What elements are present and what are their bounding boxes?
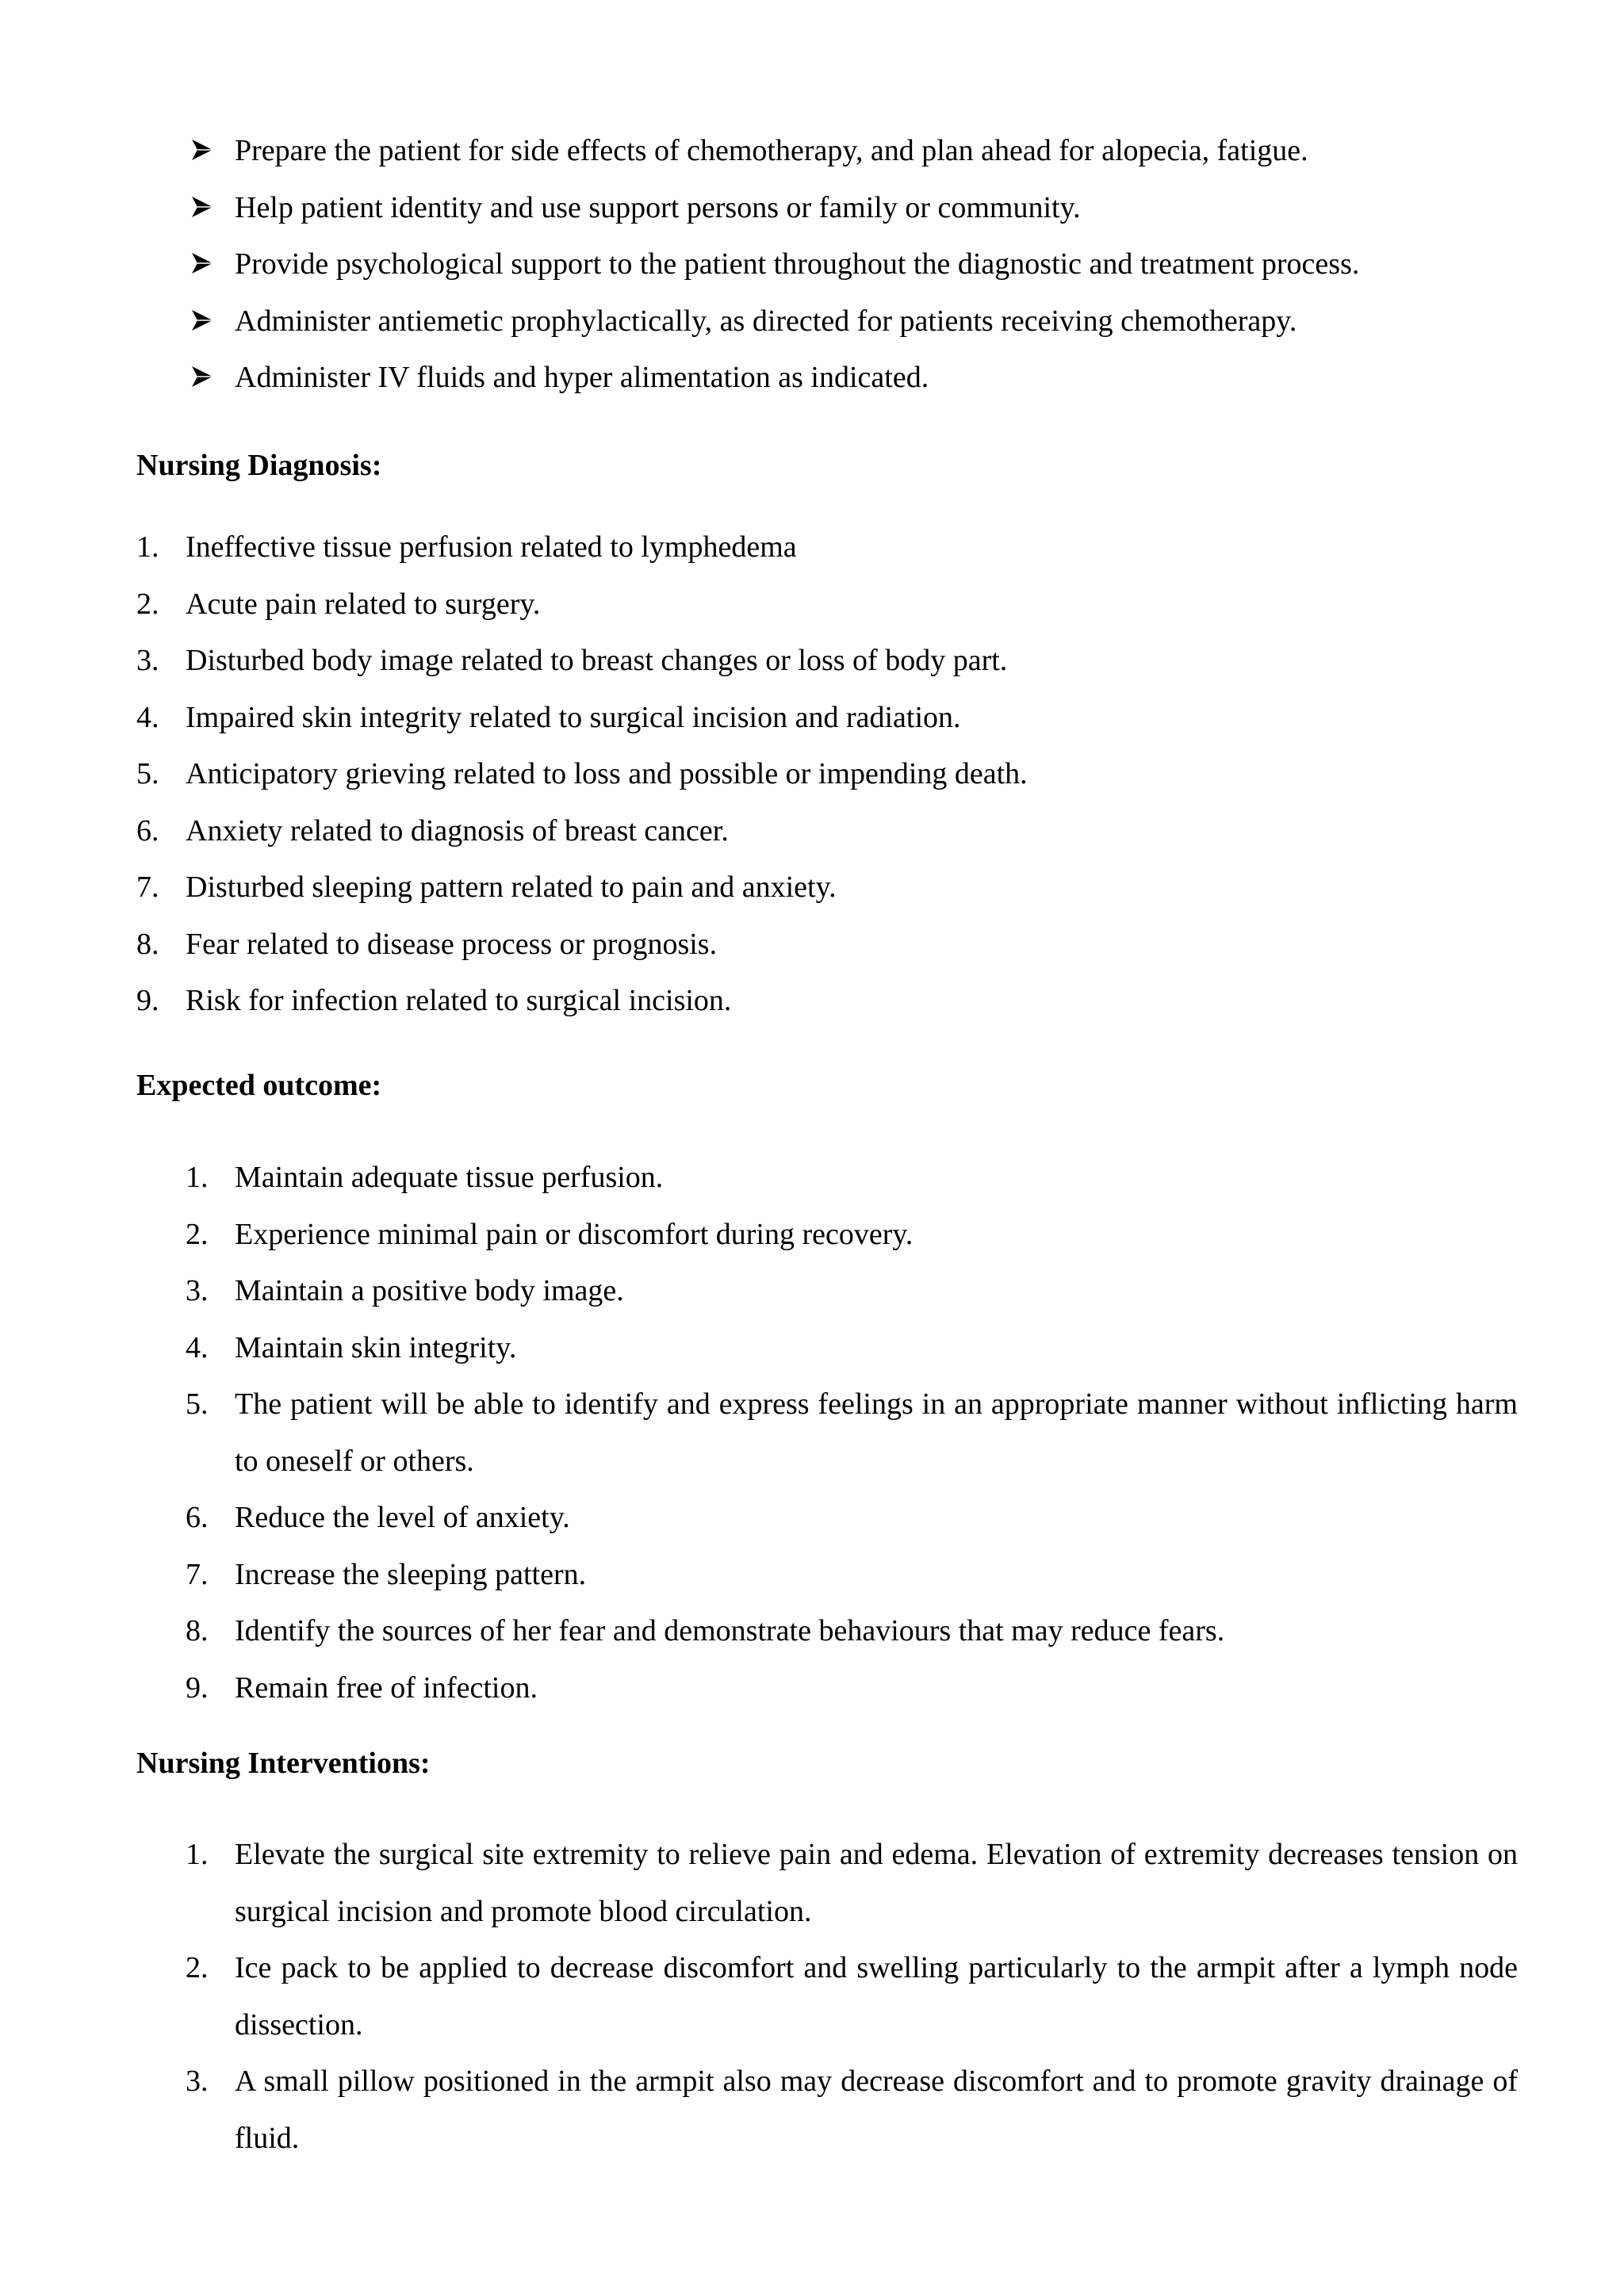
list-item xyxy=(136,870,1028,927)
bullet-text: Administer IV fluids and hyper alimentation as indicated. xyxy=(235,361,929,394)
item-text: Risk for infection related to surgical incision. xyxy=(186,984,732,1017)
list-item xyxy=(190,190,1359,247)
item-number: 9. xyxy=(186,1670,209,1705)
arrowhead-bullet-icon xyxy=(190,365,214,388)
nursing-interventions-heading: Nursing Interventions: xyxy=(136,1747,431,1780)
item-text: Increase the sleeping pattern. xyxy=(235,1557,587,1591)
list-item xyxy=(136,813,1028,871)
bullet-text: Help patient identity and use support persons or family or community. xyxy=(235,190,1081,224)
item-number: 5. xyxy=(136,757,159,790)
item-number: 4. xyxy=(136,700,159,734)
bullet-text: Prepare the patient for side effects of chemotherapy, and plan ahead for alopecia, fatigue. xyxy=(235,134,1308,167)
expected-outcome-list xyxy=(186,1150,1518,1716)
list-item xyxy=(186,1660,1518,1717)
item-number: 8. xyxy=(186,1614,209,1647)
list-item xyxy=(190,133,1359,190)
item-number: 6. xyxy=(186,1501,209,1534)
item-text: Experience minimal pain or discomfort during recovery. xyxy=(235,1217,914,1251)
list-item xyxy=(186,1827,1518,1940)
list-item xyxy=(186,1490,1518,1547)
item-text: Ineffective tissue perfusion related to lymphedema xyxy=(186,530,797,564)
expected-outcome-heading: Expected outcome: xyxy=(136,1069,382,1102)
item-text: A small pillow positioned in the armpit also may decrease discomfort and to promote gravity drainage of fluid. xyxy=(235,2064,1518,2155)
item-text: Anxiety related to diagnosis of breast cancer. xyxy=(186,813,729,848)
list-item xyxy=(136,587,1028,644)
item-text: Reduce the level of anxiety. xyxy=(235,1501,570,1534)
item-number: 1. xyxy=(136,530,159,564)
list-item xyxy=(190,360,1359,417)
list-item xyxy=(136,643,1028,700)
list-item xyxy=(186,2053,1518,2167)
nursing-diagnosis-list xyxy=(136,530,1028,1040)
item-text: Ice pack to be applied to decrease discomfort and swelling particularly to the armpit after a lymph node dissection. xyxy=(235,1951,1518,2042)
list-item xyxy=(136,530,1028,587)
item-text: Disturbed body image related to breast changes or loss of body part. xyxy=(186,644,1008,677)
arrowhead-bullet-icon xyxy=(190,308,214,332)
list-item xyxy=(190,247,1359,304)
item-number: 5. xyxy=(186,1387,209,1421)
list-item xyxy=(136,756,1028,813)
item-text: Elevate the surgical site extremity to relieve pain and edema. Elevation of extremity decreases tension on surgical incision and promote blood circulation. xyxy=(235,1838,1518,1928)
bullet-list xyxy=(190,133,1359,417)
item-text: Maintain adequate tissue perfusion. xyxy=(235,1161,664,1194)
nursing-diagnosis-heading: Nursing Diagnosis: xyxy=(136,449,382,482)
item-text: Anticipatory grieving related to loss and possible or impending death. xyxy=(186,757,1028,790)
bullet-text: Provide psychological support to the patient throughout the diagnostic and treatment process. xyxy=(235,247,1360,281)
item-number: 2. xyxy=(186,1951,209,1984)
list-item xyxy=(186,1150,1518,1207)
arrowhead-bullet-icon xyxy=(190,195,214,219)
item-number: 3. xyxy=(136,644,159,677)
list-item xyxy=(136,700,1028,757)
item-number: 9. xyxy=(136,984,159,1017)
item-text: Maintain skin integrity. xyxy=(235,1330,517,1364)
nursing-interventions-list xyxy=(186,1827,1518,2167)
list-item xyxy=(136,983,1028,1040)
list-item xyxy=(186,1940,1518,2053)
list-item xyxy=(190,304,1359,361)
item-number: 2. xyxy=(186,1217,209,1251)
list-item xyxy=(186,1376,1518,1490)
bullet-text: Administer antiemetic prophylactically, as directed for patients receiving chemotherapy. xyxy=(235,304,1297,338)
item-number: 8. xyxy=(136,927,159,961)
list-item xyxy=(186,1207,1518,1264)
item-number: 6. xyxy=(136,813,159,848)
item-text: Identify the sources of her fear and demonstrate behaviours that may reduce fears. xyxy=(235,1614,1225,1647)
list-item xyxy=(136,927,1028,984)
item-text: Fear related to disease process or prognosis. xyxy=(186,927,718,961)
item-number: 7. xyxy=(186,1557,209,1591)
item-text: Acute pain related to surgery. xyxy=(186,587,541,621)
list-item xyxy=(186,1263,1518,1320)
list-item xyxy=(186,1320,1518,1377)
item-text: Disturbed sleeping pattern related to pain and anxiety. xyxy=(186,871,837,904)
item-number: 2. xyxy=(136,587,159,621)
list-item xyxy=(186,1603,1518,1660)
arrowhead-bullet-icon xyxy=(190,138,214,162)
item-text: Maintain a positive body image. xyxy=(235,1274,624,1307)
item-number: 4. xyxy=(186,1330,209,1364)
arrowhead-bullet-icon xyxy=(190,251,214,275)
item-number: 1. xyxy=(186,1161,209,1194)
item-text: Remain free of infection. xyxy=(235,1670,538,1705)
item-text: The patient will be able to identify and express feelings in an appropriate manner without inflicting harm to oneself or others. xyxy=(235,1387,1518,1478)
item-number: 3. xyxy=(186,2064,209,2098)
list-item xyxy=(186,1547,1518,1604)
item-number: 3. xyxy=(186,1274,209,1307)
item-number: 1. xyxy=(186,1838,209,1871)
item-text: Impaired skin integrity related to surgical incision and radiation. xyxy=(186,700,961,734)
item-number: 7. xyxy=(136,871,159,904)
